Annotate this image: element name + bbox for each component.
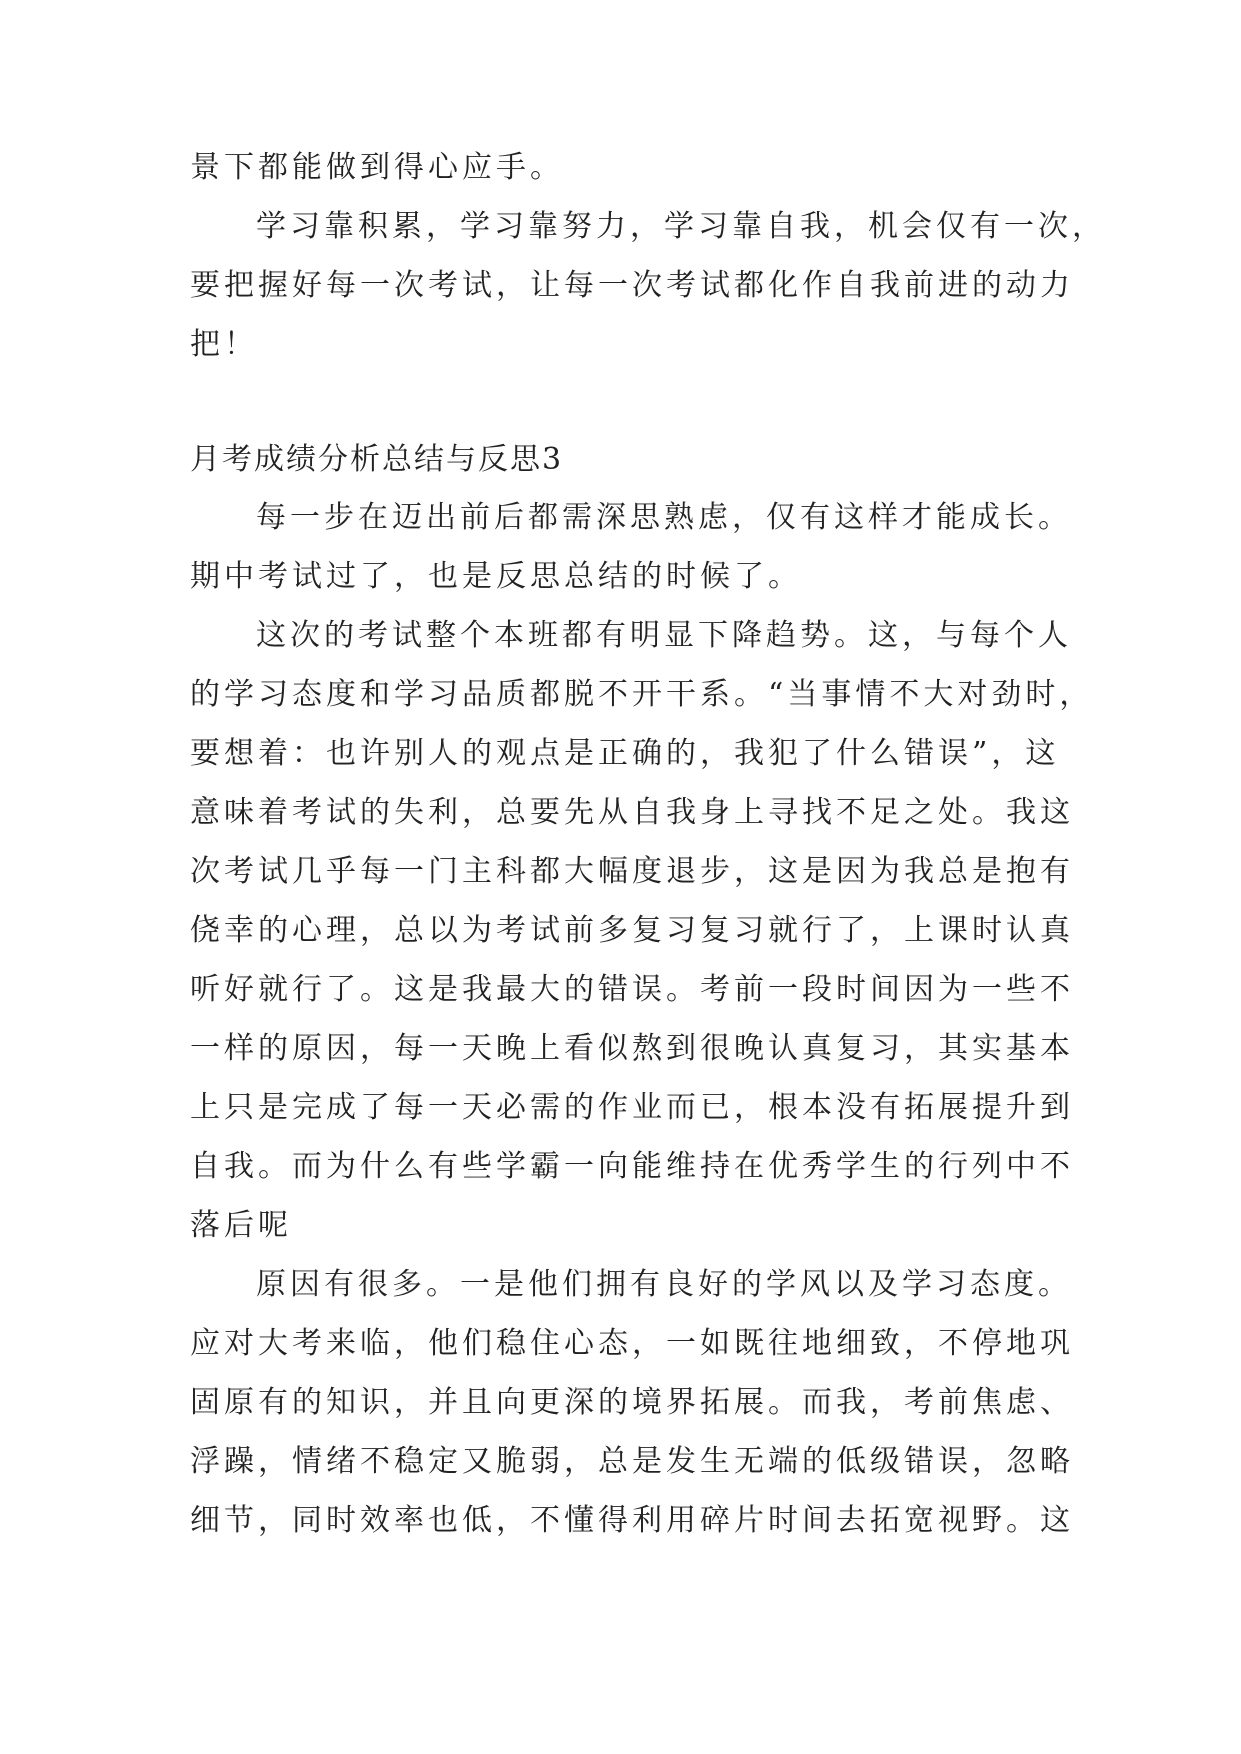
paragraph-line: 每一步在迈出前后都需深思熟虑，仅有这样才能成长。 [256,500,1072,535]
paragraph-line: 侥幸的心理，总以为考试前多复习复习就行了，上课时认真 [190,913,1074,948]
paragraph-line: 听好就行了。这是我最大的错误。考前一段时间因为一些不 [190,972,1074,1007]
paragraph-line: 上只是完成了每一天必需的作业而已，根本没有拓展提升到 [190,1090,1074,1125]
section-heading: 月考成绩分析总结与反思3 [190,442,564,477]
paragraph-line: 细节，同时效率也低，不懂得利用碎片时间去拓宽视野。这 [190,1503,1074,1538]
paragraph-line: 自我。而为什么有些学霸一向能维持在优秀学生的行列中不 [190,1149,1074,1184]
paragraph-line: 这次的考试整个本班都有明显下降趋势。这，与每个人 [256,618,1072,653]
paragraph-line: 次考试几乎每一门主科都大幅度退步，这是因为我总是抱有 [190,854,1074,889]
paragraph-line: 期中考试过了，也是反思总结的时候了。 [190,559,802,594]
paragraph-line: 浮躁，情绪不稳定又脆弱，总是发生无端的低级错误，忽略 [190,1444,1074,1479]
paragraph-line: 应对大考来临，他们稳住心态，一如既往地细致，不停地巩 [190,1326,1074,1361]
paragraph-line: 要想着：也许别人的观点是正确的，我犯了什么错误”，这 [190,736,1060,771]
paragraph-line: 学习靠积累，学习靠努力，学习靠自我，机会仅有一次， [256,209,1106,244]
paragraph-line: 原因有很多。一是他们拥有良好的学风以及学习态度。 [256,1267,1072,1302]
paragraph-line: 固原有的知识，并且向更深的境界拓展。而我，考前焦虑、 [190,1385,1074,1420]
paragraph-line: 落后呢 [190,1208,292,1243]
paragraph-line: 把！ [190,327,258,362]
paragraph-line: 一样的原因，每一天晚上看似熬到很晚认真复习，其实基本 [190,1031,1074,1066]
paragraph-line: 意味着考试的失利，总要先从自我身上寻找不足之处。我这 [190,795,1074,830]
paragraph-line: 的学习态度和学习品质都脱不开干系。“当事情不大对劲时， [190,677,1094,712]
paragraph-line: 要把握好每一次考试，让每一次考试都化作自我前进的动力 [190,268,1074,303]
paragraph-line: 景下都能做到得心应手。 [190,150,564,185]
